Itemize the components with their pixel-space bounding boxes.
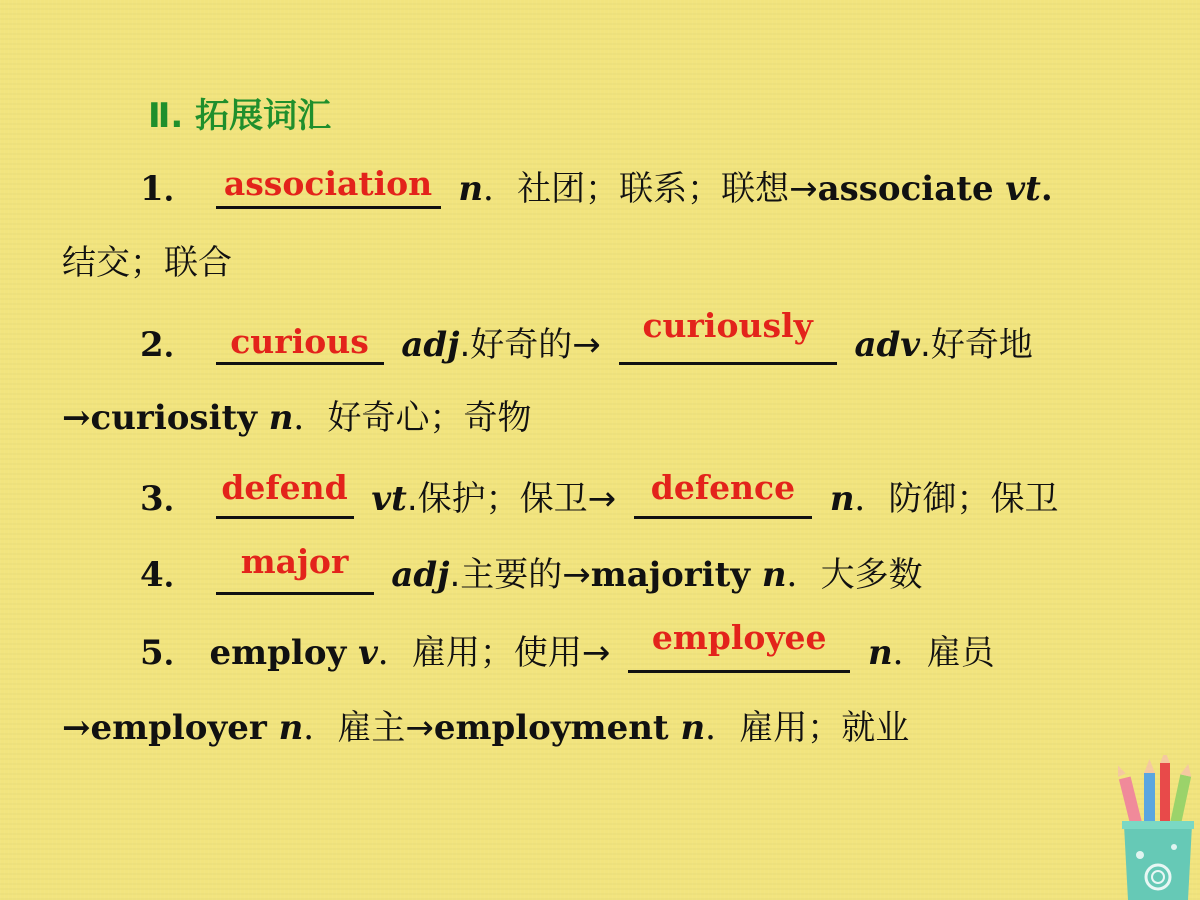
answer-text: defend [221, 468, 348, 507]
item-number: 4． [140, 555, 198, 595]
item-2-line-1 [140, 306, 1033, 365]
answer-text: defence [650, 468, 796, 507]
item-5-line-2 [62, 708, 909, 748]
answer-text: curious [230, 322, 369, 361]
meaning: .好奇地 [920, 325, 1033, 365]
arrow-icon: → [62, 708, 91, 748]
answer-text: curiously [642, 306, 813, 345]
arrow-icon: → [62, 398, 91, 438]
meaning: ．雇用；使用→ [377, 633, 611, 673]
part-of-speech: adv [854, 325, 921, 365]
part-of-speech: n [829, 479, 855, 519]
meaning: .主要的→ [449, 555, 591, 595]
answer-blank [216, 322, 384, 365]
part-of-speech: vt [371, 479, 407, 519]
meaning: ．雇员 [892, 633, 995, 673]
part-of-speech: n [458, 169, 484, 209]
item-number: 1． [140, 169, 198, 209]
part-of-speech: adj [401, 325, 460, 365]
item-1-line-1 [140, 166, 1053, 209]
word: employment [433, 708, 669, 748]
part-of-speech: n [868, 633, 893, 673]
part-of-speech: n [761, 555, 787, 595]
meaning: .保护；保卫→ [406, 479, 617, 519]
item-2-line-2 [62, 398, 532, 438]
section-heading: Ⅱ. 拓展词汇 [148, 96, 332, 136]
word: curiosity [90, 398, 257, 438]
meaning: ．雇用；就业 [705, 708, 910, 748]
word: employer [90, 708, 267, 748]
period: . [1040, 169, 1053, 209]
meaning: ．社团；联系；联想→ [483, 169, 818, 209]
answer-text: major [240, 542, 349, 581]
part-of-speech: adj [391, 555, 450, 595]
answer-blank [216, 542, 374, 595]
answer-text: employee [651, 618, 827, 657]
answer-blank [634, 468, 812, 519]
part-of-speech: vt [1005, 169, 1041, 209]
meaning: ．大多数 [786, 555, 923, 595]
answer-blank [628, 618, 850, 673]
meaning: ．好奇心；奇物 [293, 398, 532, 438]
meaning: ．防御；保卫 [854, 479, 1059, 519]
word: majority [590, 555, 751, 595]
item-5-line-1 [140, 618, 995, 673]
item-number: 5． [140, 633, 198, 673]
item-4-line-1 [140, 542, 923, 595]
item-3-line-1 [140, 468, 1059, 519]
part-of-speech: v [358, 633, 378, 673]
answer-blank [216, 468, 354, 519]
part-of-speech: n [278, 708, 304, 748]
word: associate [817, 169, 994, 209]
item-1-line-2: 结交；联合 [62, 243, 232, 283]
item-number: 3． [140, 479, 198, 519]
answer-blank [619, 306, 837, 365]
item-number: 2． [140, 325, 198, 365]
meaning: ．雇主→ [303, 708, 434, 748]
answer-text: association [223, 164, 433, 203]
part-of-speech: n [680, 708, 706, 748]
part-of-speech: n [268, 398, 294, 438]
pencil-cup-icon [1118, 755, 1198, 900]
meaning: .好奇的→ [459, 325, 601, 365]
word: employ [209, 633, 347, 673]
answer-blank [216, 166, 441, 209]
